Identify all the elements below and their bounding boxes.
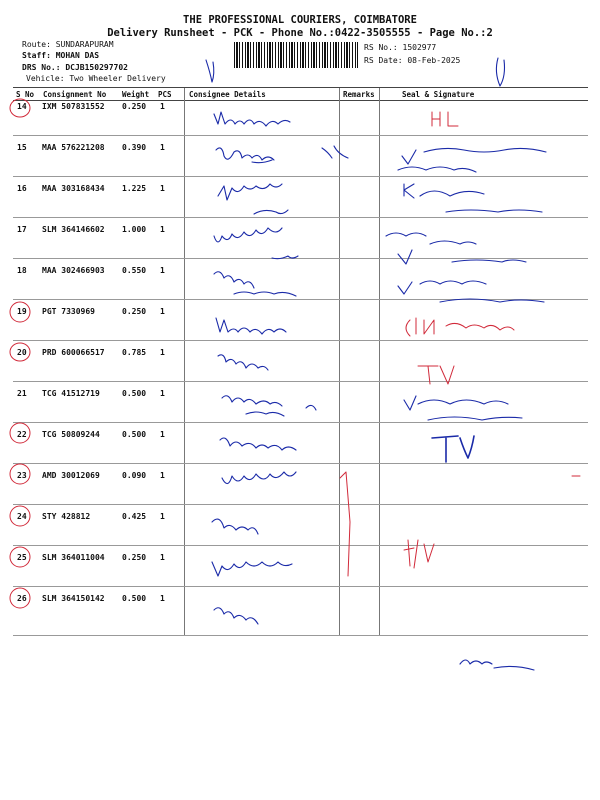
row-consignment: SLM 364011004 — [42, 553, 105, 562]
col-weight: Weight — [122, 90, 150, 99]
row-pcs: 1 — [160, 348, 165, 357]
ink-tick — [206, 60, 214, 82]
row-sno: 22 — [17, 430, 27, 439]
row-sno: 19 — [17, 307, 27, 316]
col-consignee: Consignee Details — [189, 90, 266, 99]
row-weight: 0.390 — [122, 143, 147, 152]
ink-circle — [10, 588, 30, 608]
ink-seal-15 — [398, 148, 546, 172]
ink-seal-18 — [398, 281, 544, 302]
row-sno: 14 — [17, 102, 27, 111]
ink-seal-14 — [432, 112, 458, 126]
runsheet-subtitle: Delivery Runsheet - PCK - Phone No.:0422-3505555 - Page No.:2 — [107, 27, 493, 39]
col-remarks: Remarks — [343, 90, 375, 99]
ink-consignee-18 — [214, 272, 296, 296]
ink-seal-21 — [404, 396, 522, 420]
footer-signature — [460, 660, 534, 670]
row-pcs: 1 — [160, 143, 165, 152]
col-pcs: PCS — [158, 90, 172, 99]
ink-circle — [10, 464, 30, 484]
row-weight: 1.225 — [122, 184, 147, 193]
row-pcs: 1 — [160, 266, 165, 275]
ink-consignee-22 — [220, 438, 296, 450]
ink-circle — [10, 547, 30, 567]
ink-consignee-25 — [212, 562, 292, 576]
ink-tick — [496, 58, 504, 86]
row-pcs: 1 — [160, 225, 165, 234]
row-weight: 0.500 — [122, 430, 147, 439]
ink-consignee-17 — [214, 228, 298, 259]
row-consignment: SLM 364150142 — [42, 594, 105, 603]
row-pcs: 1 — [160, 307, 165, 316]
ink-consignee-19 — [216, 318, 286, 334]
row-weight: 0.090 — [122, 471, 147, 480]
ink-seal-17 — [386, 233, 526, 264]
ink-consignee-14 — [214, 112, 290, 126]
ink-consignee-21 — [222, 396, 316, 416]
col-seal: Seal & Signature — [402, 90, 475, 99]
row-pcs: 1 — [160, 430, 165, 439]
row-consignment: MAA 303168434 — [42, 184, 105, 193]
row-sno: 21 — [17, 389, 27, 398]
row-consignment: TCG 50809244 — [42, 430, 100, 439]
row-pcs: 1 — [160, 389, 165, 398]
ink-consignee-26 — [214, 608, 258, 624]
row-sno: 24 — [17, 512, 27, 521]
row-pcs: 1 — [160, 184, 165, 193]
row-consignment: STY 428812 — [42, 512, 91, 521]
ink-consignee-20 — [218, 355, 268, 370]
row-weight: 0.250 — [122, 307, 147, 316]
row-sno: 20 — [17, 348, 27, 357]
drs-label: DRS No.: DCJB150297702 — [22, 63, 128, 72]
vehicle-label: Vehicle: Two Wheeler Delivery — [26, 74, 166, 83]
row-sno: 18 — [17, 266, 27, 275]
row-sno: 26 — [17, 594, 27, 603]
ink-circle — [10, 99, 30, 117]
ink-circle — [10, 506, 30, 526]
row-consignment: PRD 600066517 — [42, 348, 105, 357]
ink-seal-20 — [418, 366, 454, 384]
ink-seal-22 — [432, 436, 474, 462]
row-consignment: SLM 364146602 — [42, 225, 105, 234]
row-sno: 17 — [17, 225, 27, 234]
row-sno: 15 — [17, 143, 27, 152]
ink-stroke — [340, 472, 580, 576]
ink-circle — [10, 302, 30, 322]
rs-date: RS Date: 08-Feb-2025 — [364, 56, 461, 65]
row-pcs: 1 — [160, 471, 165, 480]
row-sno: 25 — [17, 553, 27, 562]
row-consignment: MAA 576221208 — [42, 143, 105, 152]
row-weight: 1.000 — [122, 225, 147, 234]
row-weight: 0.785 — [122, 348, 147, 357]
rs-number: RS No.: 1502977 — [364, 43, 437, 52]
row-weight: 0.250 — [122, 102, 147, 111]
col-sno: S No — [16, 90, 35, 99]
row-consignment: IXM 507831552 — [42, 102, 105, 111]
row-sno: 23 — [17, 471, 27, 480]
ink-circle — [10, 423, 30, 443]
ink-consignee-16 — [218, 184, 288, 214]
row-consignment: AMD 30012069 — [42, 471, 100, 480]
row-consignment: MAA 302466903 — [42, 266, 105, 275]
row-weight: 0.250 — [122, 553, 147, 562]
row-pcs: 1 — [160, 594, 165, 603]
ink-circle — [10, 343, 30, 361]
staff-label: Staff: MOHAN DAS — [22, 51, 100, 60]
ink-seal-16 — [404, 184, 542, 212]
row-weight: 0.500 — [122, 389, 147, 398]
row-weight: 0.550 — [122, 266, 147, 275]
row-pcs: 1 — [160, 102, 165, 111]
ink-consignee-23 — [222, 472, 296, 484]
row-pcs: 1 — [160, 512, 165, 521]
route-label: Route: SUNDARAPURAM — [22, 40, 114, 49]
ink-consignee-24 — [212, 519, 258, 534]
company-title: THE PROFESSIONAL COURIERS, COIMBATORE — [183, 14, 417, 26]
row-pcs: 1 — [160, 553, 165, 562]
row-weight: 0.500 — [122, 594, 147, 603]
row-weight: 0.425 — [122, 512, 147, 521]
col-consignment: Consignment No — [43, 90, 107, 99]
ink-seal-25 — [404, 540, 434, 568]
row-sno: 16 — [17, 184, 27, 193]
ink-seal-19 — [406, 318, 514, 336]
row-consignment: PGT 7330969 — [42, 307, 95, 316]
row-consignment: TCG 41512719 — [42, 389, 100, 398]
ink-consignee-15 — [216, 146, 348, 163]
